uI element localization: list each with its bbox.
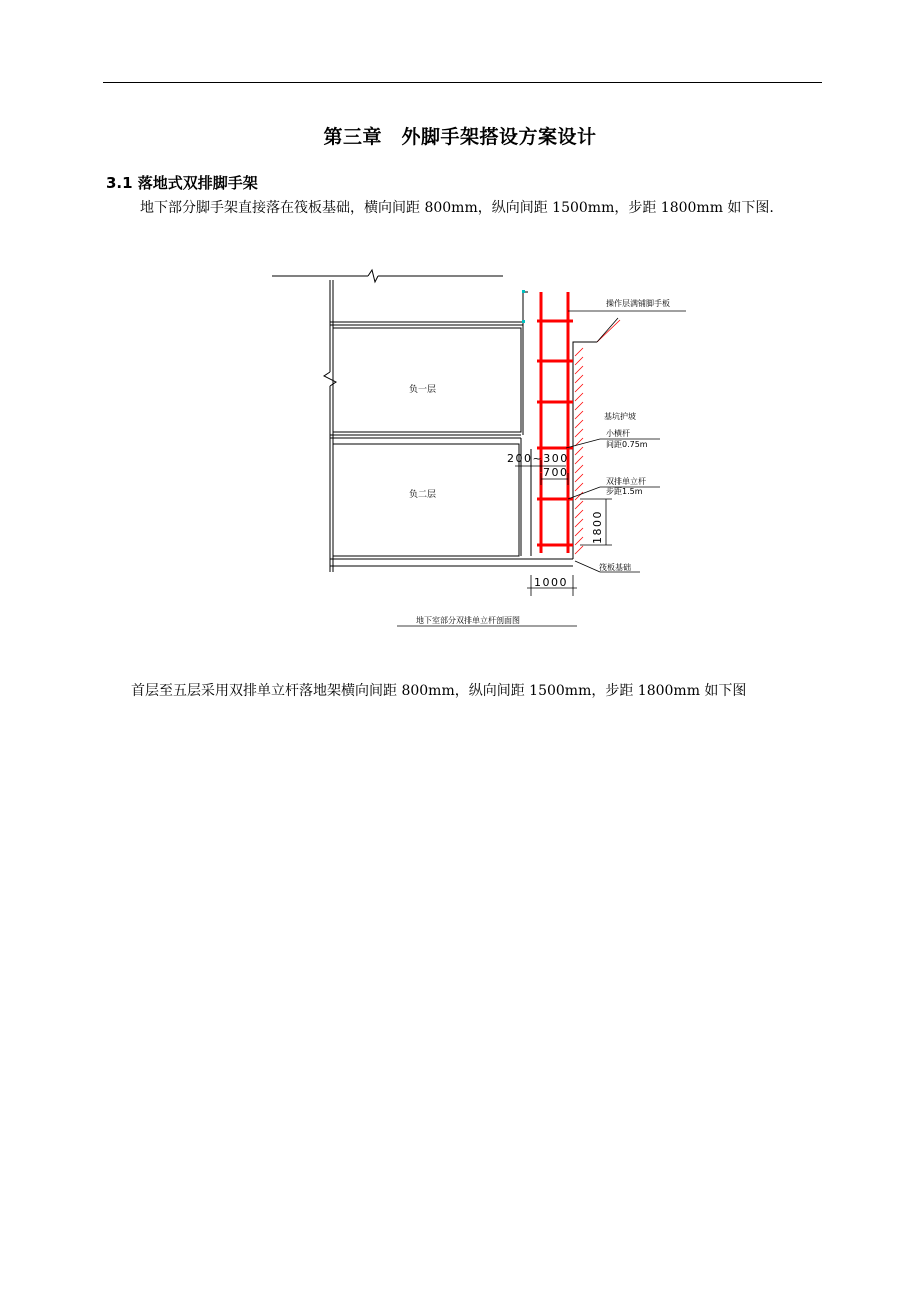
dim-step-height: 1800 [591, 510, 604, 544]
dim-width: 700 [543, 466, 569, 479]
hatch-line [575, 357, 583, 365]
hatch-line [575, 420, 583, 428]
hatch-line [597, 320, 620, 342]
label-crossbar-spacing: 间距0.75m [606, 440, 648, 449]
hatch-line [575, 465, 583, 473]
label-level-b1: 负一层 [409, 385, 437, 395]
paragraph-upper-floors: 首层至五层采用双排单立杆落地架横向间距 800mm，纵向间距 1500mm，步距 1800mm 如下图 [131, 683, 747, 699]
hatch-line [575, 429, 583, 437]
hatch-line [575, 519, 583, 527]
hatch-line [575, 510, 583, 518]
hatch-line [575, 366, 583, 374]
section-heading: 3.1 落地式双排脚手架 [106, 174, 258, 192]
label-step: 步距1.5m [606, 487, 643, 496]
label-raft-foundation: 筏板基础 [599, 563, 631, 572]
hatch-line [575, 393, 583, 401]
label-level-b2: 负二层 [409, 490, 437, 500]
hatch-line [575, 348, 583, 356]
ground-line [272, 270, 503, 282]
scaffold [537, 292, 573, 553]
hatch-line [575, 384, 583, 392]
floor-slabs [330, 292, 573, 566]
hatch-line [575, 375, 583, 383]
hatch-line [575, 483, 583, 491]
hatch-line [575, 546, 583, 554]
hatch-line [575, 501, 583, 509]
label-working-layer: 操作层满铺脚手板 [606, 299, 670, 308]
marker-cyan-top [522, 290, 525, 293]
label-double-pole: 双排单立杆 [606, 477, 646, 486]
dimension-lines [397, 460, 612, 626]
hatch-line [575, 528, 583, 536]
dim-gap: 200~300 [507, 452, 569, 465]
hatch-line [575, 447, 583, 455]
figure-caption: 地下室部分双排单立杆剖面图 [416, 616, 520, 625]
label-small-crossbar: 小横杆 [606, 429, 630, 438]
hatch-line [575, 537, 583, 545]
building-wall [324, 280, 336, 572]
hatch-line [575, 402, 583, 410]
hatch-line [575, 474, 583, 482]
dim-base-width: 1000 [534, 576, 568, 589]
paragraph-underground: 地下部分脚手架直接落在筏板基础，横向间距 800mm，纵向间距 1500mm，步距 1800mm 如下图. [140, 200, 774, 216]
marker-cyan-mid [522, 320, 525, 323]
label-slope-protection: 基坑护坡 [604, 412, 636, 421]
hatch-line [575, 456, 583, 464]
hatch-line [575, 411, 583, 419]
chapter-title: 第三章 外脚手架搭设方案设计 [323, 126, 597, 148]
